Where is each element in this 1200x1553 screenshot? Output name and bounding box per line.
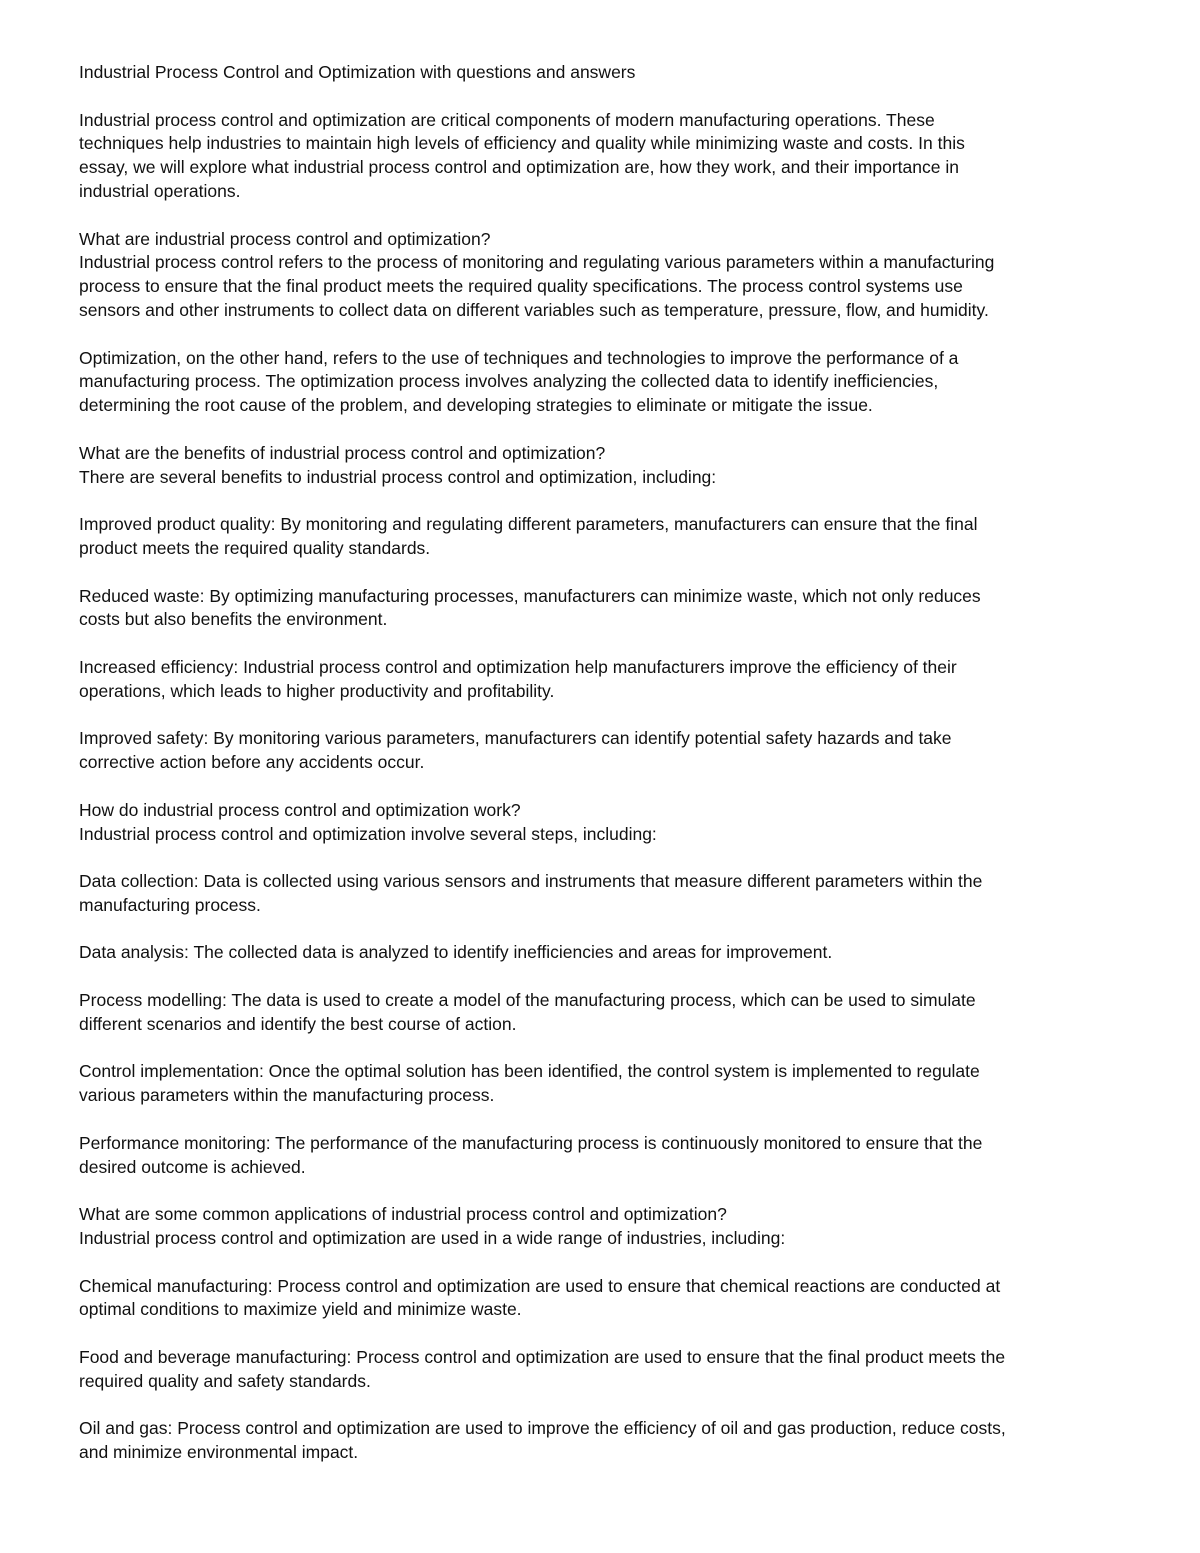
text-line: process to ensure that the final product meets the required quality specifications. The process control systems use — [79, 276, 963, 297]
text-line: required quality and safety standards. — [79, 1370, 371, 1391]
question-line: What are some common applications of industrial process control and optimization? — [79, 1204, 727, 1225]
text-line: different scenarios and identify the best course of action. — [79, 1013, 517, 1034]
text-line: operations, which leads to higher productivity and profitability. — [79, 680, 555, 701]
text-line: product meets the required quality standards. — [79, 537, 431, 558]
text-line: Data collection: Data is collected using various sensors and instruments that measure different parameters within the — [79, 871, 983, 892]
text-line: sensors and other instruments to collect data on different variables such as temperature, pressure, flow, and humidity. — [79, 299, 989, 320]
paragraph-definition — [79, 228, 1129, 323]
paragraph-benefit-safety — [79, 727, 1129, 775]
paragraph-applications-question — [79, 1203, 1129, 1251]
text-line: Chemical manufacturing: Process control and optimization are used to ensure that chemical reactions are conducted at — [79, 1275, 1001, 1296]
paragraph-step-modelling — [79, 989, 1129, 1037]
question-line: What are industrial process control and optimization? — [79, 228, 491, 249]
text-line: Industrial process control refers to the process of monitoring and regulating various parameters within a manufacturing — [79, 252, 995, 273]
document-title — [79, 61, 1129, 85]
text-line: Control implementation: Once the optimal solution has been identified, the control system is implemented to regulate — [79, 1061, 980, 1082]
text-line: Industrial process control and optimization are used in a wide range of industries, including: — [79, 1228, 786, 1249]
text-line: Data analysis: The collected data is analyzed to identify inefficiencies and areas for improvement. — [79, 942, 833, 963]
paragraph-app-chemical — [79, 1275, 1129, 1323]
paragraph-intro — [79, 109, 1129, 204]
paragraph-step-analysis — [79, 941, 1129, 965]
paragraph-benefit-efficiency — [79, 656, 1129, 704]
text-line: manufacturing process. — [79, 894, 261, 915]
text-line: essay, we will explore what industrial process control and optimization are, how they work, and their importance in — [79, 157, 959, 178]
text-line: Process modelling: The data is used to create a model of the manufacturing process, which can be used to simulate — [79, 990, 976, 1011]
paragraph-app-oil-gas — [79, 1417, 1129, 1465]
text-line: Oil and gas: Process control and optimization are used to improve the efficiency of oil and gas production, reduce costs, — [79, 1418, 1006, 1439]
title-line: Industrial Process Control and Optimization with questions and answers — [79, 62, 636, 82]
text-line: determining the root cause of the problem, and developing strategies to eliminate or mitigate the issue. — [79, 395, 873, 416]
document-page — [79, 61, 1129, 1489]
text-line: corrective action before any accidents occur. — [79, 752, 425, 773]
text-line: Optimization, on the other hand, refers to the use of techniques and technologies to improve the performance of a — [79, 347, 959, 368]
paragraph-benefit-quality — [79, 513, 1129, 561]
text-line: Performance monitoring: The performance of the manufacturing process is continuously monitored to ensure that the — [79, 1132, 983, 1153]
text-line: industrial operations. — [79, 180, 241, 201]
question-line: How do industrial process control and optimization work? — [79, 799, 521, 820]
text-line: manufacturing process. The optimization process involves analyzing the collected data to identify inefficiencies, — [79, 371, 939, 392]
paragraph-how-question — [79, 799, 1129, 847]
paragraph-step-collection — [79, 870, 1129, 918]
text-line: Improved product quality: By monitoring and regulating different parameters, manufacturers can ensure that the final — [79, 514, 978, 535]
text-line: desired outcome is achieved. — [79, 1156, 306, 1177]
paragraph-app-food — [79, 1346, 1129, 1394]
text-line: Increased efficiency: Industrial process control and optimization help manufacturers improve the efficiency of their — [79, 656, 957, 677]
text-line: and minimize environmental impact. — [79, 1442, 359, 1463]
text-line: costs but also benefits the environment. — [79, 609, 388, 630]
text-line: Industrial process control and optimization are critical components of modern manufacturing operations. These — [79, 109, 935, 130]
paragraph-optimization — [79, 347, 1129, 418]
text-line: Reduced waste: By optimizing manufacturing processes, manufacturers can minimize waste, which not only reduces — [79, 585, 981, 606]
paragraph-step-control — [79, 1060, 1129, 1108]
text-line: Improved safety: By monitoring various parameters, manufacturers can identify potential safety hazards and take — [79, 728, 952, 749]
text-line: techniques help industries to maintain high levels of efficiency and quality while minimizing waste and costs. In this — [79, 133, 965, 154]
text-line: There are several benefits to industrial process control and optimization, including: — [79, 466, 717, 487]
text-line: optimal conditions to maximize yield and minimize waste. — [79, 1299, 522, 1320]
paragraph-step-monitoring — [79, 1132, 1129, 1180]
text-line: various parameters within the manufacturing process. — [79, 1085, 495, 1106]
text-line: Industrial process control and optimization involve several steps, including: — [79, 823, 657, 844]
paragraph-benefit-waste — [79, 585, 1129, 633]
text-line: Food and beverage manufacturing: Process control and optimization are used to ensure that the final product meets the — [79, 1347, 1006, 1368]
paragraph-benefits-question — [79, 442, 1129, 490]
question-line: What are the benefits of industrial process control and optimization? — [79, 442, 606, 463]
